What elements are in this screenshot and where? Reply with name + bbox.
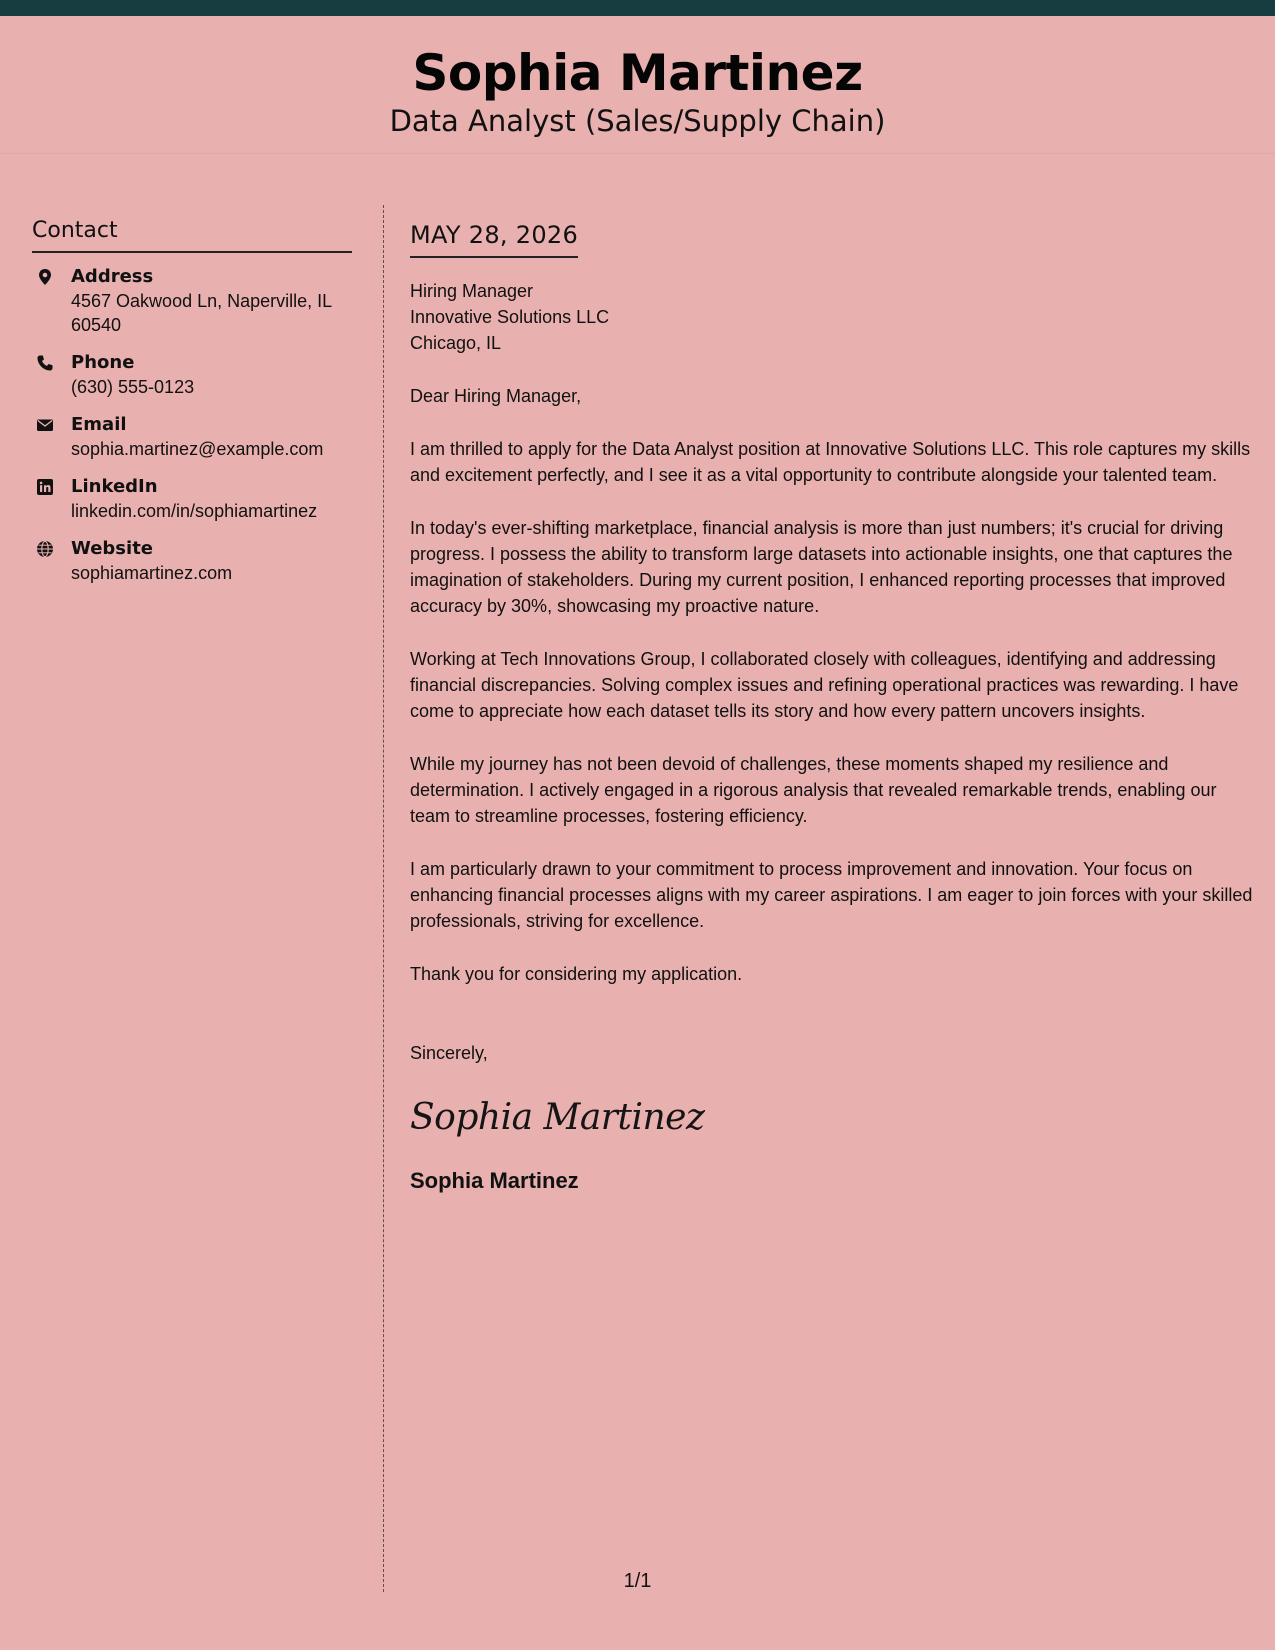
- contact-item-website: [32, 537, 352, 585]
- contact-item-address: [32, 265, 352, 337]
- contact-item-email: [32, 413, 352, 461]
- contact-value: linkedin.com/in/sophiamartinez: [71, 501, 318, 521]
- handwritten-signature: Sophia Martinez: [410, 1097, 705, 1138]
- closing-thanks: Thank you for considering my application.: [410, 964, 743, 984]
- column-divider: [383, 205, 384, 1592]
- applicant-title: Data Analyst (Sales/Supply Chain): [389, 104, 886, 138]
- page-number: 1/1: [623, 1570, 652, 1592]
- contact-label: Address: [71, 266, 154, 287]
- letter-header: [0, 16, 1275, 154]
- letter-paragraph: While my journey has not been devoid of challenges, these moments shaped my resilience and determination. I actively engaged in a rigorous analysis that revealed remarkable trends, enabling our team to streamline processes, fostering efficiency.: [410, 754, 1217, 826]
- linkedin-icon: [36, 478, 54, 496]
- contact-label: Website: [71, 538, 154, 559]
- contact-sidebar: [32, 218, 352, 599]
- recipient-company: Innovative Solutions LLC: [410, 307, 610, 327]
- contact-label: LinkedIn: [71, 476, 158, 497]
- recipient-title: Hiring Manager: [410, 281, 534, 301]
- letter-paragraph: In today's ever-shifting marketplace, financial analysis is more than just numbers; it's crucial for driving progress. I possess the ability to transform large datasets into actionable insights, one that captures the imagination of stakeholders. During my current position, I enhanced reporting processes that improved accuracy by 30%, showcasing my proactive nature.: [410, 518, 1233, 616]
- salutation: Dear Hiring Manager,: [410, 386, 582, 406]
- contact-label: Email: [71, 414, 127, 435]
- contact-list: [32, 265, 352, 585]
- signed-name: Sophia Martinez: [410, 1168, 579, 1193]
- contact-value: (630) 555-0123: [71, 377, 195, 397]
- phone-icon: [36, 354, 54, 372]
- applicant-name: Sophia Martinez: [412, 44, 863, 102]
- letter-paragraph: Working at Tech Innovations Group, I collaborated closely with colleagues, identifying and addressing financial discrepancies. Solving complex issues and refining operational practices was rewarding. I have come to appreciate how each dataset tells its story and how every pattern uncovers insights.: [410, 649, 1239, 721]
- recipient-block: [410, 278, 1255, 356]
- contact-value: sophia.martinez@example.com: [71, 439, 324, 459]
- top-accent-bar: [0, 0, 1275, 16]
- envelope-icon: [36, 416, 54, 434]
- letter-paragraph: I am particularly drawn to your commitment to process improvement and innovation. Your focus on enhancing financial processes aligns with my career aspirations. I am eager to join forces with your skilled professionals, striving for excellence.: [410, 859, 1253, 931]
- letter-body: [410, 218, 1255, 1196]
- globe-icon: [36, 540, 54, 558]
- letter-date: MAY 28, 2026: [410, 218, 578, 258]
- map-pin-icon: [36, 268, 54, 286]
- contact-label: Phone: [71, 352, 135, 373]
- letter-paragraph: I am thrilled to apply for the Data Analyst position at Innovative Solutions LLC. This role captures my skills and excitement perfectly, and I see it as a vital opportunity to contribute alongside your talented team.: [410, 439, 1251, 485]
- contact-item-linkedin: [32, 475, 352, 523]
- contact-heading: Contact: [32, 218, 352, 253]
- signoff: Sincerely,: [410, 1043, 488, 1063]
- contact-item-phone: [32, 351, 352, 399]
- contact-value: 4567 Oakwood Ln, Naperville, IL 60540: [71, 291, 332, 335]
- recipient-location: Chicago, IL: [410, 333, 502, 353]
- contact-value: sophiamartinez.com: [71, 563, 233, 583]
